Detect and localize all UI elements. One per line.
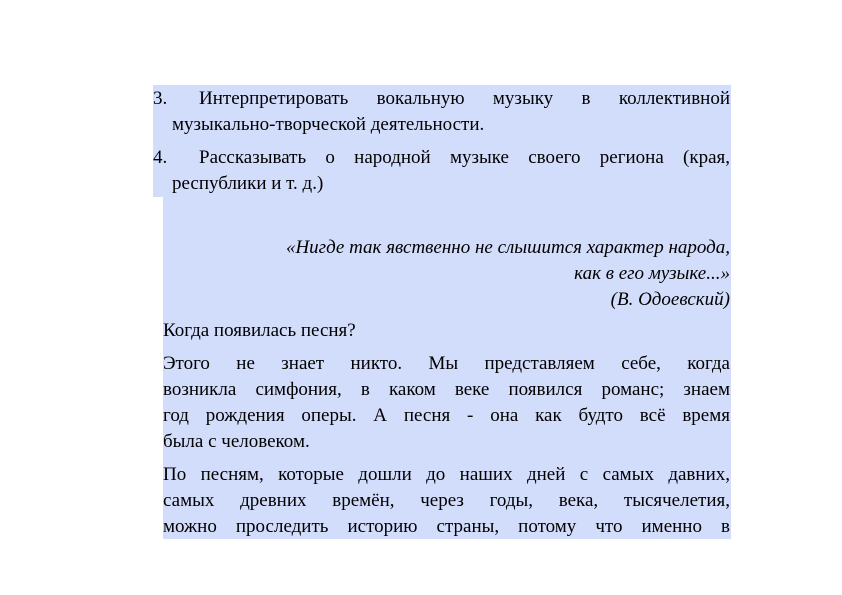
list-item <box>199 86 730 112</box>
list-item-continuation <box>172 171 323 197</box>
paragraph-line: была с человеком. <box>163 431 310 452</box>
epigraph-line: «Нигде так явственно не слышится характер народа, <box>285 237 730 258</box>
section-question <box>163 318 730 344</box>
paragraph-line: год рождения оперы. А песня - она как будто всё время <box>163 405 730 426</box>
paragraph-line: Этого не знает никто. Мы представляем себе, когда <box>163 353 730 374</box>
paragraph <box>163 462 730 540</box>
paragraph-line: самых древних времён, через годы, века, тысячелетия, <box>163 490 730 511</box>
list-item <box>199 145 730 171</box>
paragraph-line: возникла симфония, в каком веке появился романс; знаем <box>163 379 730 400</box>
list-item-continuation <box>172 112 484 138</box>
paragraph-line: можно проследить историю страны, потому что именно в <box>163 516 730 537</box>
epigraph-author: (В. Одоевский) <box>610 289 730 310</box>
question-text: Когда появилась песня? <box>163 320 356 341</box>
paragraph <box>163 351 730 455</box>
list-item-line: Рассказывать о народной музыке своего региона (края, <box>199 147 730 168</box>
list-item-line: республики и т. д.) <box>172 173 324 194</box>
list-item-line: музыкально-творческой деятельности. <box>172 114 485 135</box>
list-item-number: 3. <box>153 88 168 109</box>
list-item-number: 4. <box>153 147 168 168</box>
paragraph-line: По песням, которые дошли до наших дней с самых давних, <box>163 464 730 485</box>
list-item-line: Интерпретировать вокальную музыку в коллективной <box>199 88 730 109</box>
epigraph-line: как в его музыке...» <box>574 263 730 284</box>
